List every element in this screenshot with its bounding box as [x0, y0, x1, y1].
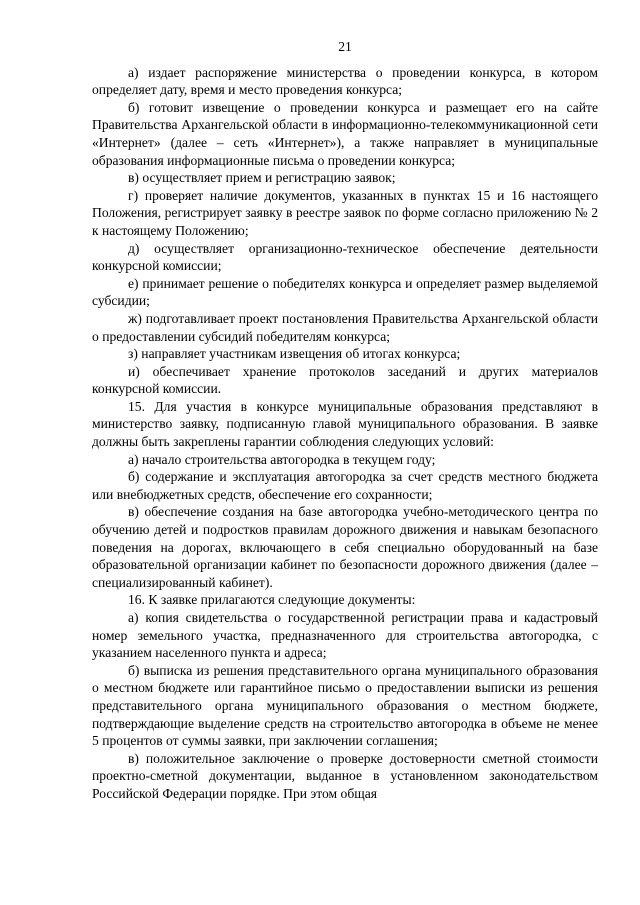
- paragraph-16b-budget-extract: б) выписка из решения представительного органа муниципального образования о местном бюджете или гарантийное письмо о предоставлении выписки из решения представительного органа муниципального образования о местном бюджете, подтверждающие выделение средств на строительство автогородка в объеме не менее 5 процентов от суммы заявки, при заключении соглашения;: [92, 662, 598, 749]
- paragraph-16-documents: 16. К заявке прилагаются следующие документы:: [128, 592, 416, 608]
- paragraph-15v-training-center: в) обеспечение создания на базе автогородка учебно-методического центра по обучению детей и подростков правилам дорожного движения и навыкам безопасного поведения на дорогах, включающего в себя специально оборудованный на базе образовательной организации кабинет по безопасности дорожного движения (далее – специализированный кабинет).: [92, 504, 598, 590]
- paragraph-b-notice: б) готовит извещение о проведении конкурса и размещает его на сайте Правительства Архангельской области в информационно-телекоммуникационной сети «Интернет» (далее – сеть «Интернет»), а также направляет в муниципальные образования информационные письма о проведении конкурса;: [92, 99, 598, 168]
- paragraph-a-order: а) издает распоряжение министерства о проведении конкурса, в котором определяет дату, время и место проведения конкурса;: [92, 64, 598, 98]
- paragraph-16v-positive-conclusion: в) положительное заключение о проверке достоверности сметной стоимости проектно-сметной документации, выданное в установленном законодательством Российской Федерации порядке. При этом общая: [92, 750, 598, 801]
- paragraph-v-receipt: в) осуществляет прием и регистрацию заявок;: [128, 170, 396, 186]
- paragraph-i-storage: и) обеспечивает хранение протоколов заседаний и других материалов конкурсной комиссии.: [92, 363, 598, 397]
- page-number: 21: [338, 39, 352, 54]
- paragraph-z-notify-participants: з) направляет участникам извещения об итогах конкурса;: [128, 346, 461, 362]
- paragraph-e-winners-decision: е) принимает решение о победителях конкурса и определяет размер выделяемой субсидии;: [92, 275, 598, 309]
- paragraph-15b-maintenance: б) содержание и эксплуатация автогородка за счет средств местного бюджета или внебюджетных средств, обеспечение его сохранности;: [92, 469, 598, 502]
- paragraph-16a-certificate-copy: а) копия свидетельства о государственной регистрации права и кадастровый номер земельного участка, предназначенного для строительства автогородка, с указанием населенного пункта и адреса;: [92, 610, 598, 661]
- paragraph-zh-draft-resolution: ж) подготавливает проект постановления Правительства Архангельской области о предоставлении субсидий победителям конкурса;: [92, 310, 598, 344]
- document-page: [92, 38, 598, 803]
- paragraph-g-check-documents: г) проверяет наличие документов, указанных в пунктах 15 и 16 настоящего Положения, регистрирует заявку в реестре заявок по форме согласно приложению № 2 к настоящему Положению;: [92, 187, 598, 238]
- paragraph-15a-construction-start: а) начало строительства автогородка в текущем году;: [128, 451, 436, 467]
- paragraph-d-commission-support: д) осуществляет организационно-техническое обеспечение деятельности конкурсной комиссии;: [92, 240, 598, 274]
- paragraph-15-participation: 15. Для участия в конкурсе муниципальные образования представляют в министерство заявку, подписанную главой муниципального образования. В заявке должны быть закреплены гарантии соблюдения следующих условий:: [92, 398, 598, 450]
